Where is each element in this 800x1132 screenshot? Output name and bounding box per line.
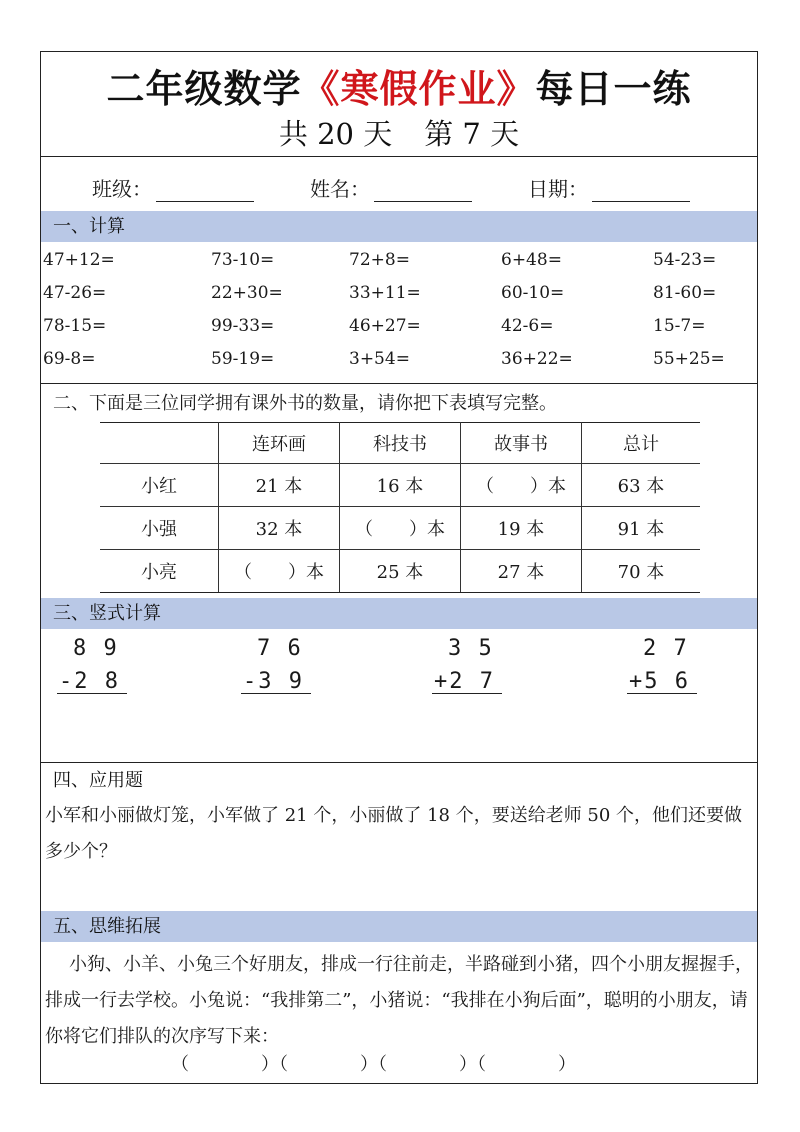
vertical-top-number: 8 9 [73, 636, 119, 661]
title-block [41, 52, 757, 157]
calc-item: 99-33= [211, 316, 275, 336]
table-cell: 19 本 [461, 507, 582, 550]
title-part-1: 二年级数学 [106, 67, 302, 111]
table-header-cell: 科技书 [340, 423, 461, 464]
student-name-cell: 小强 [100, 507, 219, 550]
calc-item: 36+22= [501, 349, 573, 369]
calc-item: 60-10= [501, 283, 565, 303]
class-field[interactable] [92, 173, 254, 202]
student-name-cell: 小红 [100, 464, 219, 507]
date-label: 日期： [528, 177, 588, 201]
calc-item: 81-60= [653, 283, 717, 303]
current-day: 第 7 天 [424, 117, 520, 151]
calc-item: 6+48= [501, 250, 562, 270]
vertical-bottom-number: -2 8 [59, 669, 120, 694]
calc-item: 22+30= [211, 283, 283, 303]
calc-item: 47-26= [43, 283, 107, 303]
answer-blank-cell[interactable]: （ ）本 [219, 550, 340, 593]
vertical-underline [241, 693, 311, 694]
calc-item: 47+12= [43, 250, 115, 270]
answer-blanks[interactable]: （ ）（ ）（ ）（ ） [171, 1054, 576, 1075]
vertical-top-number: 3 5 [448, 636, 494, 661]
vertical-underline [432, 693, 502, 694]
calc-item: 59-19= [211, 349, 275, 369]
table-cell: 21 本 [219, 464, 340, 507]
vertical-underline [57, 693, 127, 694]
table-header-cell [100, 423, 219, 464]
date-field[interactable] [528, 173, 690, 202]
class-blank[interactable] [156, 181, 254, 202]
calc-item: 55+25= [653, 349, 725, 369]
table-header-cell: 总计 [582, 423, 701, 464]
table-header-cell: 故事书 [461, 423, 582, 464]
table-cell: 16 本 [340, 464, 461, 507]
table-cell: 32 本 [219, 507, 340, 550]
student-info-row [41, 156, 757, 211]
title-part-3: 每日一练 [535, 67, 692, 111]
vertical-bottom-number: -3 9 [243, 669, 304, 694]
calc-item: 73-10= [211, 250, 275, 270]
calc-item: 69-8= [43, 349, 96, 369]
table-header-cell: 连环画 [219, 423, 340, 464]
vertical-bottom-number: +5 6 [629, 669, 690, 694]
name-field[interactable] [310, 173, 472, 202]
title-part-2: 《寒假作业》 [301, 67, 536, 111]
logic-problem-text: 小狗、小羊、小兔三个好朋友，排成一行往前走，半路碰到小猪，四个小朋友握握手，排成一行去学校。小兔说：“我排第二”，小猪说：“我排在小狗后面”，聪明的小朋友，请你将它们排队的次序写下来： [45, 954, 753, 1047]
table-cell: 25 本 [340, 550, 461, 593]
vertical-underline [627, 693, 697, 694]
student-name-cell: 小亮 [100, 550, 219, 593]
table-header-row [100, 423, 700, 464]
calc-item: 54-23= [653, 250, 717, 270]
calc-item: 15-7= [653, 316, 706, 336]
date-blank[interactable] [592, 181, 690, 202]
section-3-heading: 三、竖式计算 [41, 598, 757, 629]
section-5-heading: 五、思维拓展 [41, 911, 757, 942]
table-row [100, 507, 700, 550]
answer-blank-cell[interactable]: （ ）本 [461, 464, 582, 507]
table-cell: 27 本 [461, 550, 582, 593]
class-label: 班级： [92, 177, 152, 201]
table-cell: 91 本 [582, 507, 701, 550]
vertical-top-number: 7 6 [257, 636, 303, 661]
calc-item: 72+8= [349, 250, 410, 270]
worksheet [40, 51, 758, 1084]
name-blank[interactable] [374, 181, 472, 202]
calc-item: 46+27= [349, 316, 421, 336]
vertical-bottom-number: +2 7 [434, 669, 495, 694]
section-4-heading: 四、应用题 [53, 770, 143, 791]
section-2-heading: 二、下面是三位同学拥有课外书的数量，请你把下表填写完整。 [53, 393, 557, 414]
books-table [100, 422, 700, 593]
calc-item: 78-15= [43, 316, 107, 336]
calc-item: 33+11= [349, 283, 421, 303]
table-row [100, 464, 700, 507]
table-cell: 63 本 [582, 464, 701, 507]
section-1-heading: 一、计算 [41, 211, 757, 242]
calc-item: 42-6= [501, 316, 554, 336]
answer-blank-cell[interactable]: （ ）本 [340, 507, 461, 550]
table-row [100, 550, 700, 593]
worksheet-title [41, 58, 757, 113]
table-cell: 70 本 [582, 550, 701, 593]
section-divider [41, 383, 757, 384]
word-problem-text: 小军和小丽做灯笼，小军做了 21 个，小丽做了 18 个，要送给老师 50 个，他们还要做多少个？ [45, 805, 743, 862]
section-divider [41, 762, 757, 763]
worksheet-subtitle [41, 112, 757, 153]
vertical-top-number: 2 7 [643, 636, 689, 661]
calc-item: 3+54= [349, 349, 410, 369]
name-label: 姓名： [310, 177, 370, 201]
total-days: 共 20 天 [278, 117, 393, 151]
